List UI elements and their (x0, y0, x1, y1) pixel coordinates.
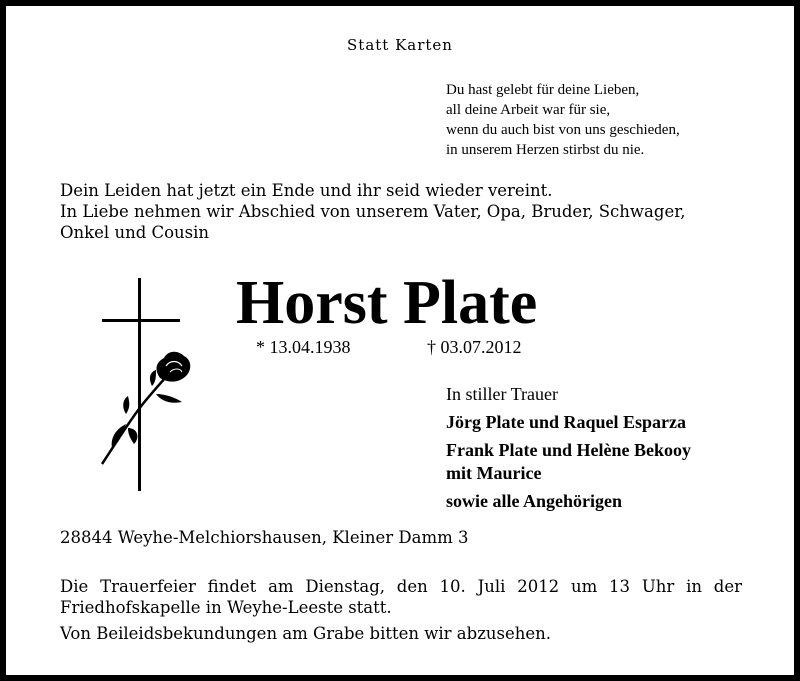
service-info (60, 576, 742, 618)
address: 28844 Weyhe-Melchiorshausen, Kleiner Damm 3 (60, 528, 469, 547)
poem-line: in unserem Herzen stirbst du nie. (446, 142, 645, 158)
intro-line: Dein Leiden hat jetzt ein Ende und ihr seid wieder vereint. (60, 181, 553, 200)
mourner-line: sowie alle Angehörigen (446, 491, 622, 511)
rose-stem (102, 377, 166, 464)
rose-leaf (150, 370, 156, 386)
mourners-heading: In stiller Trauer (446, 384, 558, 404)
condolence-note: Von Beileidsbekundungen am Grabe bitten wir abzusehen. (60, 624, 552, 643)
intro-line: Onkel und Cousin (60, 223, 210, 242)
cross-vertical-bar (138, 278, 141, 491)
poem (446, 80, 680, 160)
intro-line: In Liebe nehmen wir Abschied von unserem Vater, Opa, Bruder, Schwager, (60, 202, 686, 221)
mourners-block (446, 383, 691, 513)
birth-date: * 13.04.1938 (256, 337, 351, 357)
mourner-line: Frank Plate und Helène Bekooy (446, 440, 692, 460)
mourner-line: mit Maurice (446, 463, 542, 483)
rose-leaf (123, 396, 129, 414)
cross-with-rose-icon (98, 278, 194, 494)
header-text: Statt Karten (347, 36, 453, 54)
death-date: † 03.07.2012 (427, 337, 522, 357)
rose-leaf (156, 394, 182, 403)
rose-leaf (128, 428, 137, 444)
service-line: Friedhofskapelle in Weyhe-Leeste statt. (60, 598, 392, 617)
poem-line: all deine Arbeit war für sie, (446, 102, 611, 118)
mourner-line: Jörg Plate und Raquel Esparza (446, 412, 687, 432)
rose-leaf (112, 424, 126, 448)
deceased-name: Horst Plate (236, 269, 538, 337)
poem-line: wenn du auch bist von uns geschieden, (446, 122, 680, 138)
rose-bloom (157, 352, 191, 382)
service-line: Die Trauerfeier findet am Dienstag, den 10. Juli 2012 um 13 Uhr in der (60, 577, 742, 596)
cross-horizontal-bar (102, 319, 180, 322)
intro-text (60, 180, 686, 243)
poem-line: Du hast gelebt für deine Lieben, (446, 82, 640, 98)
